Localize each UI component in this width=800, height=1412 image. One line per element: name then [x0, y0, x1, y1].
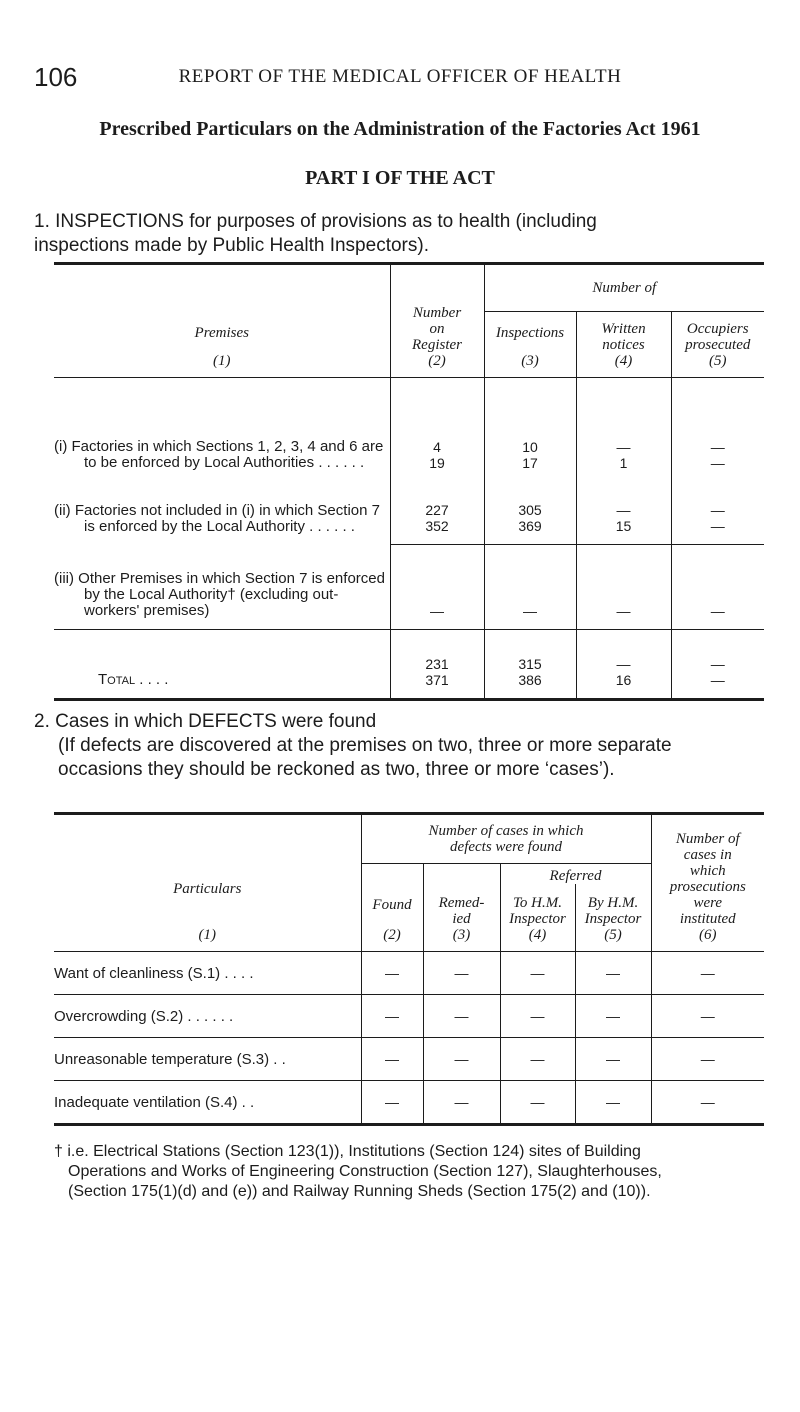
section-1-intro: [34, 210, 774, 258]
col-prosecutions-header: Number of cases in which prosecutions were instituted (6): [651, 814, 764, 952]
row-label: Overcrowding (S.2) . . . . . .: [54, 995, 361, 1038]
col-notices-header: Written notices (4): [576, 312, 671, 378]
footnote: [54, 1142, 780, 1202]
footnote-line-2: Operations and Works of Engineering Construction (Section 127), Slaughterhouses,: [68, 1163, 662, 1180]
section-2-line-1: 2. Cases in which DEFECTS were found: [34, 711, 377, 732]
col-premises-header: Premises (1): [54, 264, 390, 378]
section-1-line-1: 1. INSPECTIONS for purposes of provisions as to health (including: [34, 211, 597, 232]
footnote-line-1: † i.e. Electrical Stations (Section 123(1)), Institutions (Section 124) sites of Building: [54, 1143, 641, 1160]
table-row: Want of cleanliness (S.1) . . . . — — — — —: [54, 952, 764, 995]
page-header: [34, 62, 766, 102]
table-row: (i) Factories in which Sections 1, 2, 3, 4 and 6 are to be enforced by Local Authorities . . . . . . 4 19 10 17 — 1 — —: [54, 378, 764, 481]
inspections-table: [54, 262, 764, 701]
col-particulars-header: Particulars (1): [54, 814, 361, 952]
cases-found-header: Number of cases in which defects were found: [361, 814, 651, 864]
col-remedied-header: Remed- ied (3): [423, 864, 500, 952]
col-prosecuted-header: Occupiers prosecuted (5): [671, 312, 764, 378]
table-row: Inadequate ventilation (S.4) . . — — — — —: [54, 1081, 764, 1125]
row-label: (ii) Factories not included in (i) in which Section 7 is enforced by the Local Authority . . . . . .: [54, 501, 380, 535]
row-label: (i) Factories in which Sections 1, 2, 3, 4 and 6 are to be enforced by Local Authorities . . . . . .: [54, 437, 384, 471]
table-row: (ii) Factories not included in (i) in which Section 7 is enforced by the Local Authority . . . . . . 227 352 305 369 — 15 — —: [54, 481, 764, 545]
total-label: Total . . . .: [98, 671, 169, 688]
defects-table: [54, 812, 764, 1126]
table-row: Unreasonable temperature (S.3) . . — — — — —: [54, 1038, 764, 1081]
col-register-header: Number on Register (2): [390, 264, 484, 378]
row-label: Want of cleanliness (S.1) . . . .: [54, 952, 361, 995]
total-row: Total . . . . 231 371 315 386 — 16 — —: [54, 630, 764, 700]
page-number: 106: [34, 62, 78, 92]
row-label: (iii) Other Premises in which Section 7 is enforced by the Local Authority† (excluding out-workers' premises): [54, 545, 390, 630]
col-by-hm-header: By H.M. Inspector (5): [575, 884, 651, 952]
section-2-intro: [34, 710, 782, 782]
section-2-line-3: occasions they should be reckoned as two, three or more ‘cases’).: [58, 759, 615, 780]
table-row: Overcrowding (S.2) . . . . . . — — — — —: [54, 995, 764, 1038]
running-head: REPORT OF THE MEDICAL OFFICER OF HEALTH: [178, 66, 622, 87]
part-heading: PART I OF THE ACT: [305, 167, 495, 189]
table-row: (iii) Other Premises in which Section 7 is enforced by the Local Authority† (excluding out-workers' premises) — — — —: [54, 545, 764, 630]
col-inspections-header: Inspections (3): [484, 312, 576, 378]
row-label: Unreasonable temperature (S.3) . .: [54, 1038, 361, 1081]
referred-header: Referred: [500, 864, 651, 884]
page-title: Prescribed Particulars on the Administration of the Factories Act 1961: [99, 118, 701, 140]
section-2-line-2: (If defects are discovered at the premises on two, three or more separate: [58, 735, 672, 756]
footnote-line-3: (Section 175(1)(d) and (e)) and Railway Running Sheds (Section 175(2) and (10)).: [68, 1183, 651, 1200]
col-to-hm-header: To H.M. Inspector (4): [500, 884, 575, 952]
number-of-header: Number of: [484, 264, 764, 312]
row-label: Inadequate ventilation (S.4) . .: [54, 1093, 255, 1111]
section-1-line-2: inspections made by Public Health Inspectors).: [34, 235, 429, 256]
col-found-header: Found (2): [361, 864, 423, 952]
